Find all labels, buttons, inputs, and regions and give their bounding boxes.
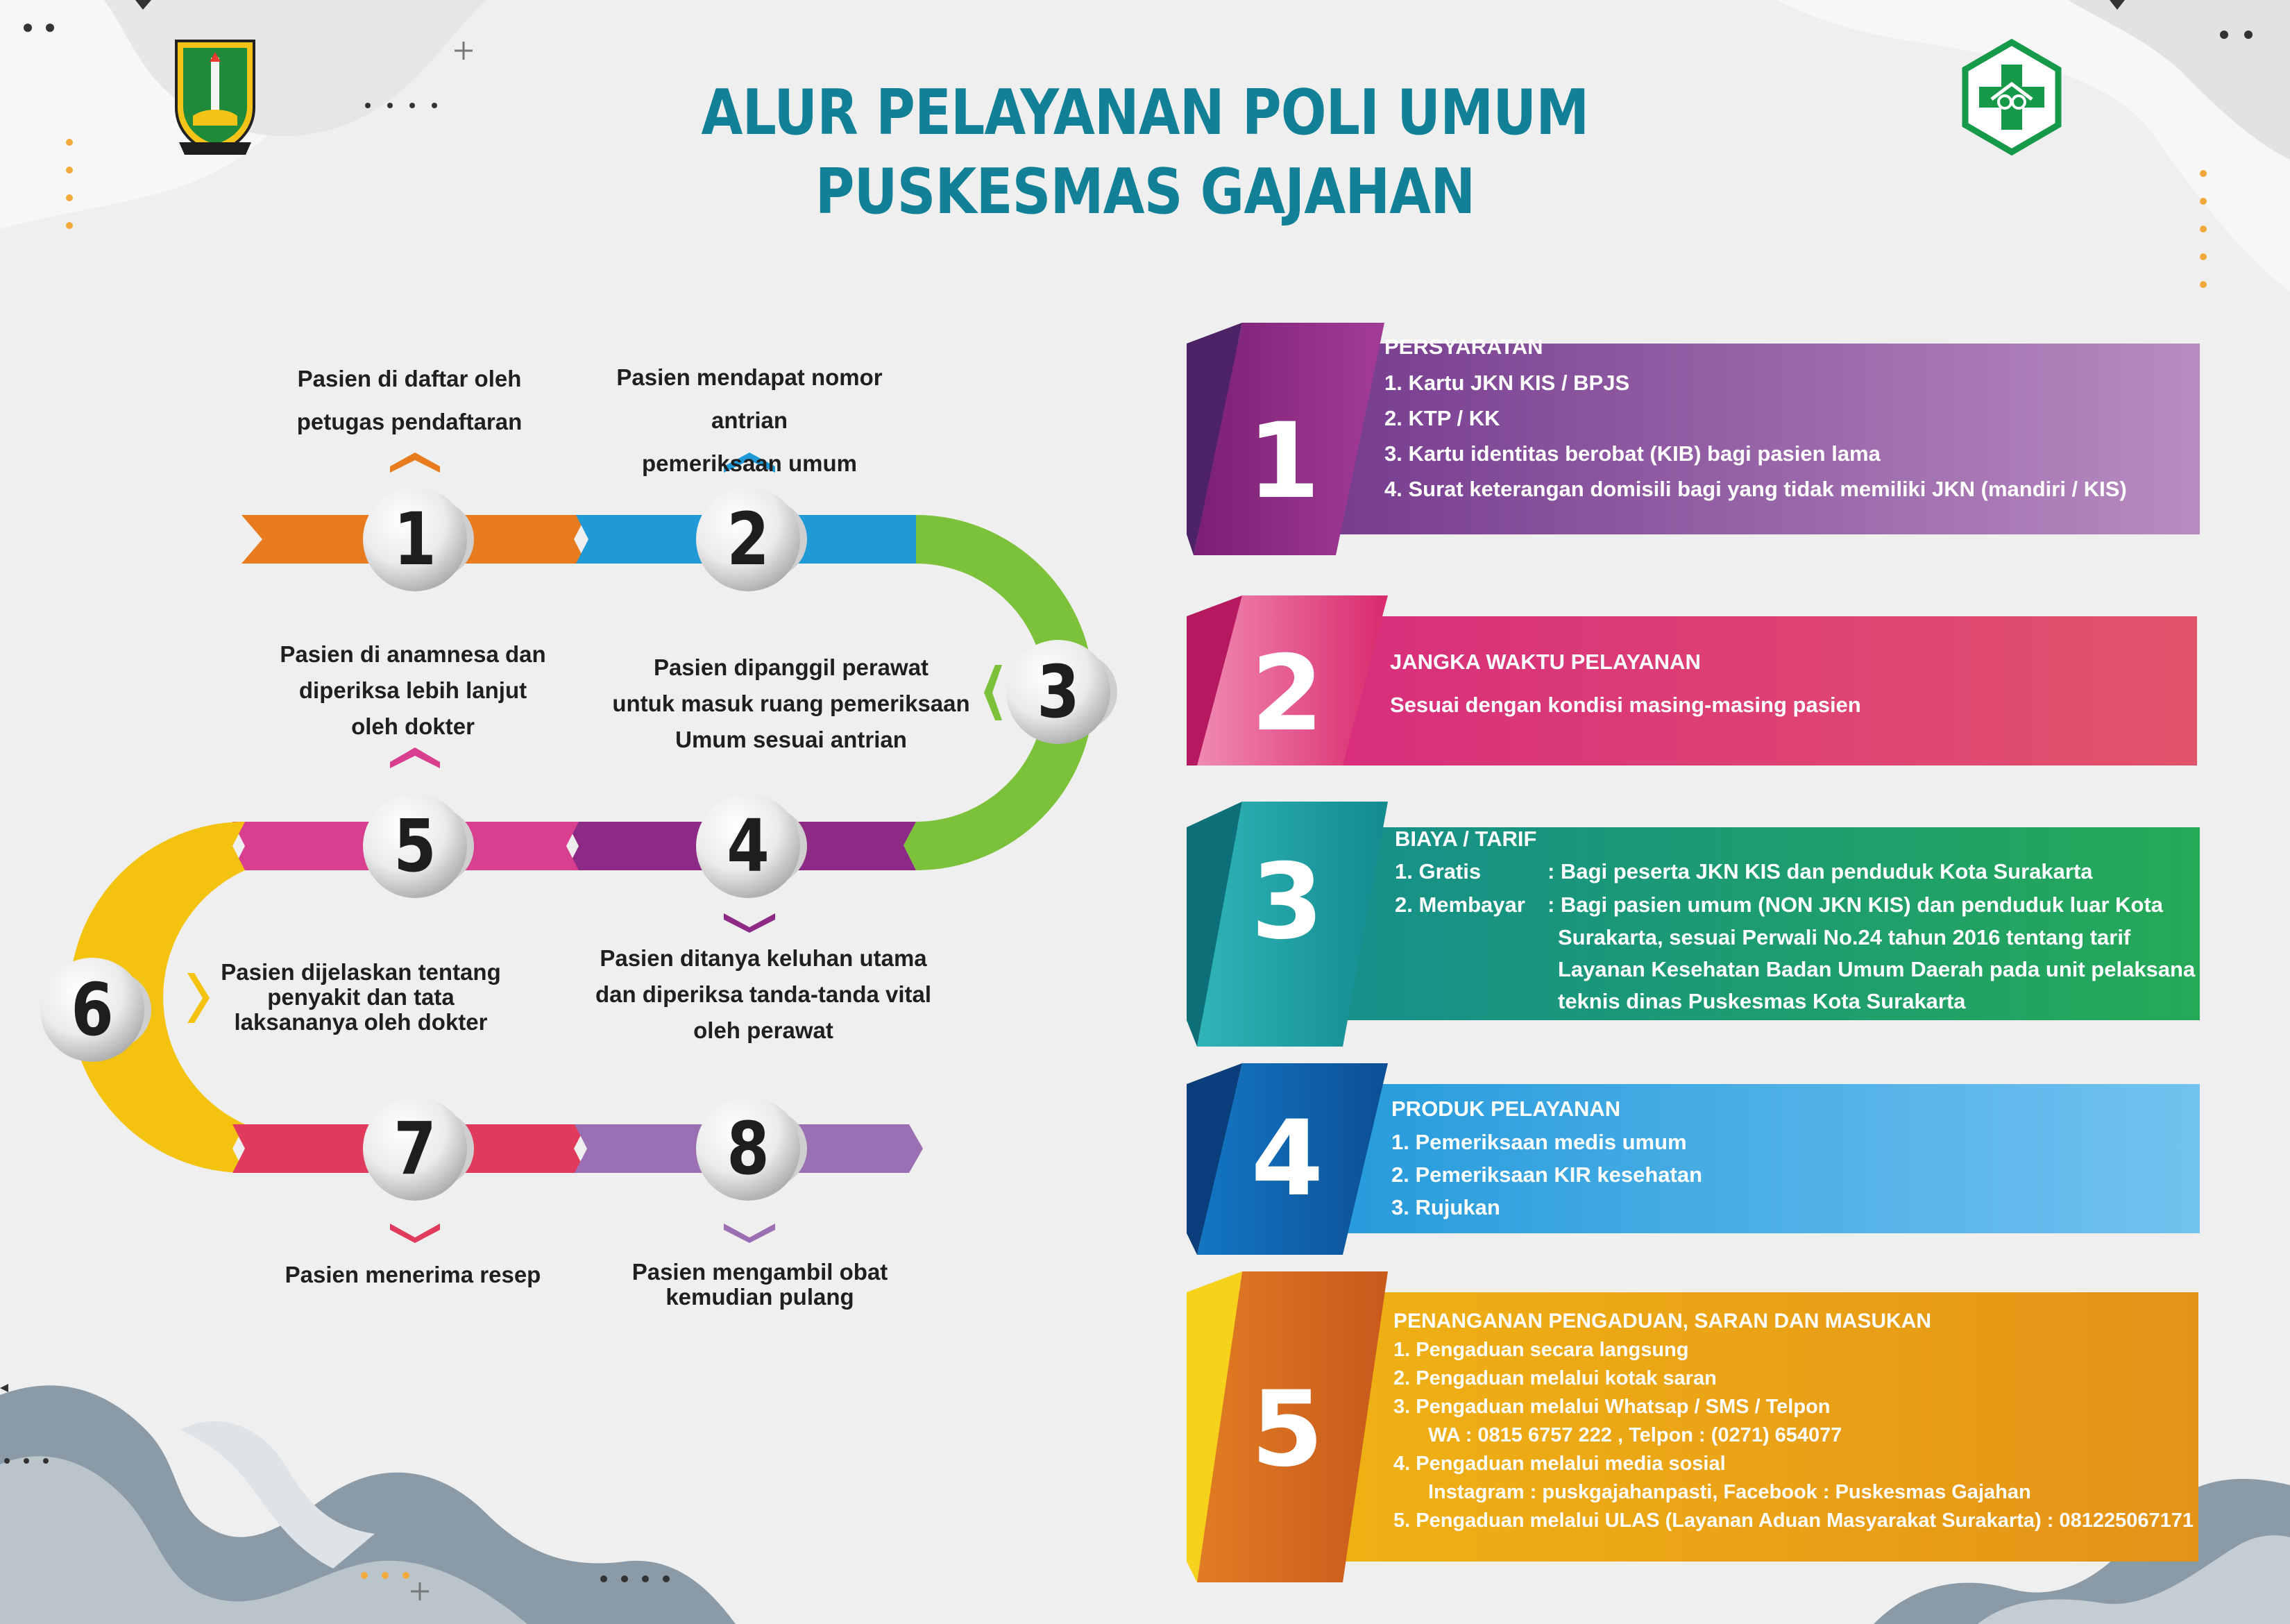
panel-number-3: 3: [1250, 842, 1324, 963]
panel-2-heading: JANGKA WAKTU PELAYANAN: [1390, 650, 1701, 674]
panel-3-bayar-text: : Bagi pasien umum (NON JKN KIS) dan penduduk luar Kota: [1547, 893, 2164, 917]
step-caption-4: Pasien ditanya keluhan utama dan diperiksa tanda-tanda vital oleh perawat: [595, 945, 932, 1043]
panel-2-text: [1390, 644, 1861, 730]
step-number-7: 7: [393, 1106, 436, 1191]
step-caption-5: Pasien di anamnesa dan diperiksa lebih lanjut oleh dokter: [280, 641, 546, 739]
panel-3-bayar-label: 2. Membayar: [1395, 893, 1525, 917]
panel-number-2: 2: [1250, 634, 1324, 754]
panel-5-item-3: 3. Pengaduan melalui Whatsap / SMS / Telpon: [1393, 1396, 1831, 1418]
step-number-5: 5: [393, 804, 436, 888]
panel-1-item-1: 1. Kartu JKN KIS / BPJS: [1384, 371, 1630, 395]
panel-4-item-1: 1. Pemeriksaan medis umum: [1391, 1130, 1687, 1154]
step-caption-6: Pasien dijelaskan tentang penyakit dan tata laksananya oleh dokter: [221, 959, 501, 1035]
panel-1-text: [1384, 329, 2127, 507]
panel-5-social: Instagram : puskgajahanpasti, Facebook : Puskesmas Gajahan: [1428, 1481, 2031, 1503]
step-number-2: 2: [727, 497, 770, 582]
panel-5-contact: WA : 0815 6757 222 , Telpon : (0271) 654077: [1428, 1424, 1842, 1446]
panel-3-row-membayar: [1395, 888, 2195, 922]
step-caption-1: Pasien di daftar oleh petugas pendaftaran: [296, 366, 523, 434]
panel-3-bayar-cont-3: teknis dinas Puskesmas Kota Surakarta: [1558, 989, 1966, 1013]
panel-3-row-gratis: [1395, 855, 2195, 888]
step-number-3: 3: [1037, 650, 1080, 734]
panel-5-item-5: 5. Pengaduan melalui ULAS (Layanan Aduan Masyarakat Surakarta) : 081225067171: [1393, 1509, 2194, 1532]
panel-4-heading: PRODUK PELAYANAN: [1391, 1097, 1621, 1121]
panel-3-gratis-label: 1. Gratis: [1395, 859, 1482, 883]
panel-number-4: 4: [1250, 1099, 1324, 1219]
panel-4-item-2: 2. Pemeriksaan KIR kesehatan: [1391, 1162, 1703, 1187]
panel-1-item-2: 2. KTP / KK: [1384, 406, 1500, 430]
step-caption-7: Pasien menerima resep: [285, 1262, 541, 1287]
panel-5-item-1: 1. Pengaduan secara langsung: [1393, 1339, 1689, 1361]
panel-5-item-2: 2. Pengaduan melalui kotak saran: [1393, 1367, 1717, 1389]
panel-number-5: 5: [1250, 1369, 1324, 1490]
panel-3-bayar-cont-2: Layanan Kesehatan Badan Umum Daerah pada unit pelaksana: [1558, 957, 2196, 981]
step-number-6: 6: [71, 967, 114, 1052]
panel-4-text: [1391, 1092, 1702, 1224]
panel-5-text: [1393, 1307, 2194, 1535]
panel-3-heading: BIAYA / TARIF: [1395, 827, 1537, 851]
page-title-line-2: PUSKESMAS GAJAHAN: [815, 155, 1475, 228]
step-number-8: 8: [727, 1106, 770, 1191]
step-caption-8: Pasien mengambil obat kemudian pulang: [631, 1259, 888, 1310]
panel-number-1: 1: [1247, 401, 1321, 522]
step-number-4: 4: [727, 804, 770, 888]
panel-3-text: [1395, 823, 2195, 1017]
panel-1-item-4: 4. Surat keterangan domisili bagi yang tidak memiliki JKN (mandiri / KIS): [1384, 477, 2127, 501]
panel-3-bayar-cont-1: Surakarta, sesuai Perwali No.24 tahun 2016 tentang tarif: [1558, 925, 2131, 949]
step-number-1: 1: [393, 497, 436, 582]
panel-4-item-3: 3. Rujukan: [1391, 1195, 1500, 1219]
panel-1-item-3: 3. Kartu identitas berobat (KIB) bagi pasien lama: [1384, 441, 1881, 466]
panel-2-item-1: Sesuai dengan kondisi masing-masing pasien: [1390, 693, 1861, 717]
panel-3-gratis-text: : Bagi peserta JKN KIS dan penduduk Kota Surakarta: [1547, 859, 2093, 883]
panel-5-item-4: 4. Pengaduan melalui media sosial: [1393, 1453, 1726, 1475]
panel-1-heading: PERSYARATAN: [1384, 335, 1543, 359]
step-caption-3: Pasien dipanggil perawat untuk masuk ruang pemeriksaan Umum sesuai antrian: [612, 654, 970, 752]
step-caption-2: Pasien mendapat nomor antrian pemeriksaan umum: [616, 364, 883, 476]
page-title-line-1: ALUR PELAYANAN POLI UMUM: [701, 76, 1589, 149]
panel-5-heading: PENANGANAN PENGADUAN, SARAN DAN MASUKAN: [1393, 1310, 1932, 1333]
